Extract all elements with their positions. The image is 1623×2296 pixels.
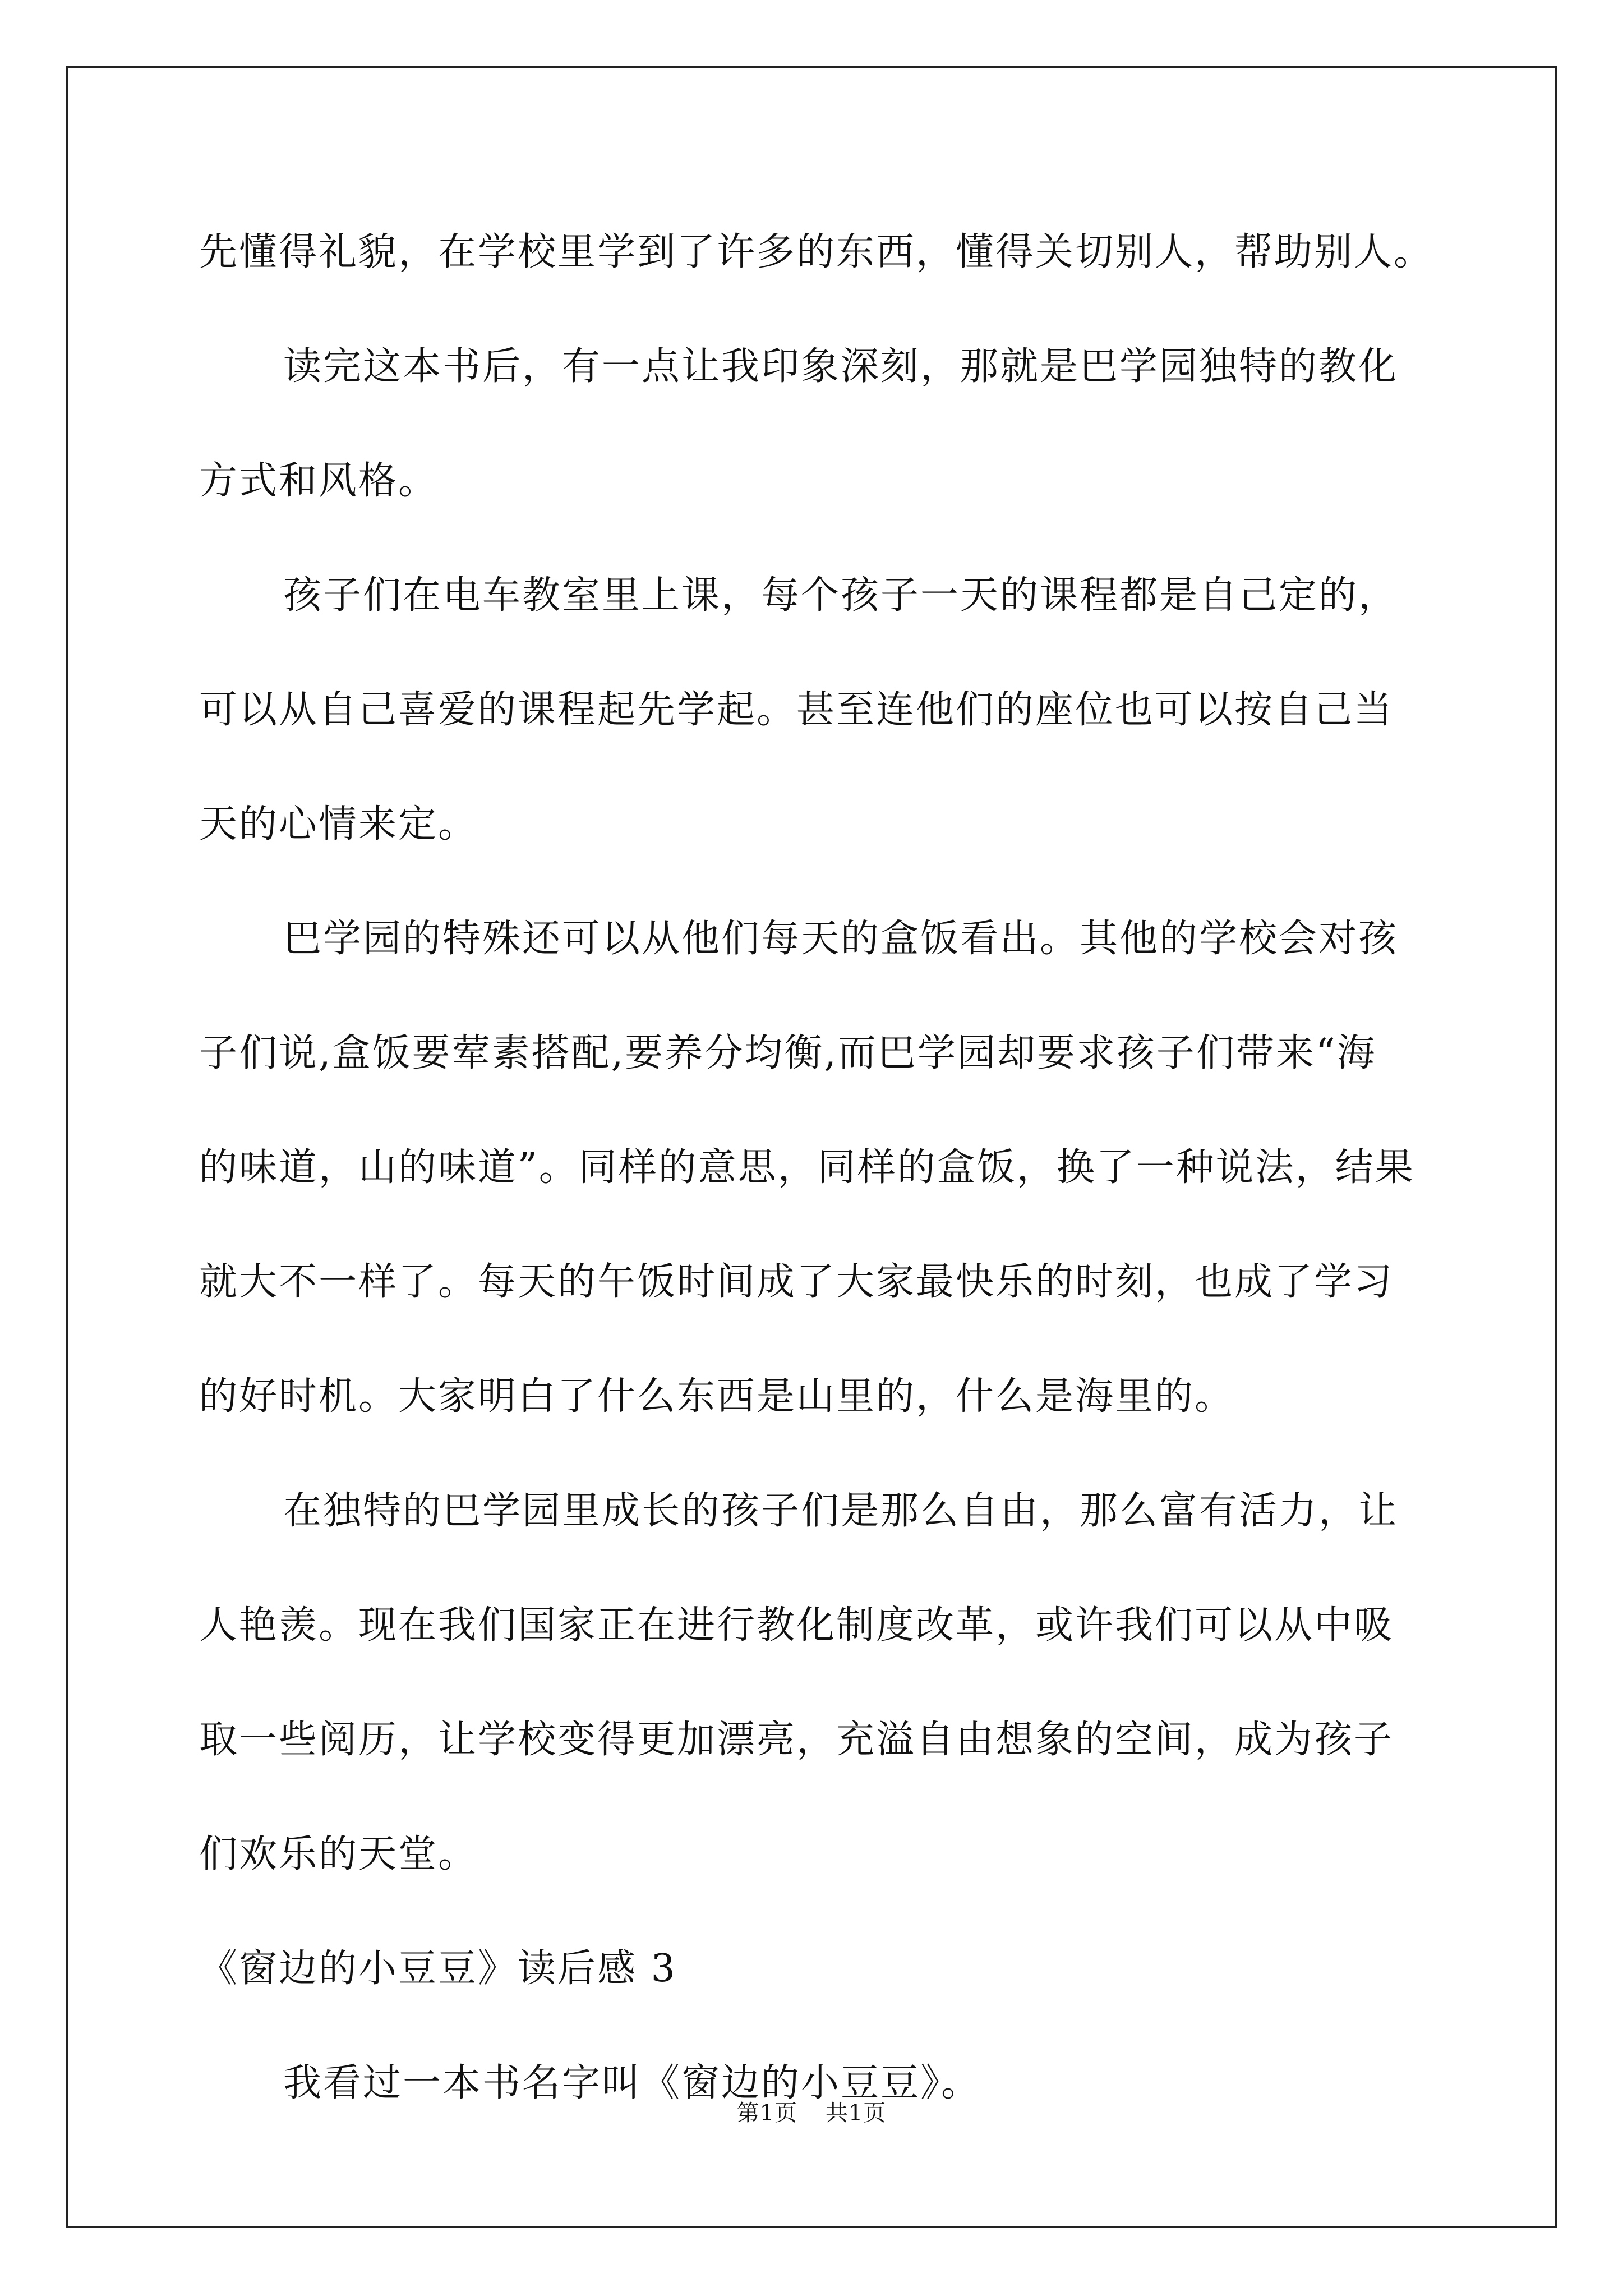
- page-total: 共1页: [825, 2100, 887, 2126]
- paragraph-line-1: 先懂得礼貌，在学校里学到了许多的东西，懂得关切别人，帮助别人。: [199, 230, 1434, 274]
- paragraph-line-15: 们欢乐的天堂。: [199, 1832, 478, 1876]
- document-body: [199, 208, 1434, 2153]
- paragraph-line-2: 读完这本书后，有一点让我印象深刻，那就是巴学园独特的教化: [283, 344, 1399, 389]
- paragraph-line-11: 的好时机。大家明白了什么东西是山里的，什么是海里的。: [199, 1374, 1235, 1419]
- paragraph-line-9: 的味道，山的味道”。同样的意思，同样的盒饭，换了一种说法，结果: [199, 1145, 1415, 1190]
- paragraph-line-8: 子们说,盒饭要荤素搭配,要养分均衡,而巴学园却要求孩子们带来“海: [199, 1031, 1377, 1075]
- paragraph-line-4: 孩子们在电车教室里上课，每个孩子一天的课程都是自己定的，: [283, 573, 1399, 618]
- paragraph-line-5: 可以从自己喜爱的课程起先学起。甚至连他们的座位也可以按自己当: [199, 688, 1394, 732]
- paragraph-line-12: 在独特的巴学园里成长的孩子们是那么自由，那么富有活力，让: [283, 1489, 1399, 1533]
- paragraph-line-10: 就大不一样了。每天的午饭时间成了大家最快乐的时刻，也成了学习: [199, 1260, 1394, 1304]
- paragraph-line-3: 方式和风格。: [199, 459, 439, 503]
- page-number: 第1页: [736, 2100, 798, 2126]
- paragraph-line-13: 人艳羡。现在我们国家正在进行教化制度改革，或许我们可以从中吸: [199, 1603, 1394, 1648]
- section-heading: 《窗边的小豆豆》读后感 3: [199, 1947, 677, 1991]
- paragraph-line-14: 取一些阅历，让学校变得更加漂亮，充溢自由想象的空间，成为孩子: [199, 1718, 1394, 1762]
- page-footer: [0, 2095, 1623, 2127]
- paragraph-line-6: 天的心情来定。: [199, 802, 478, 846]
- paragraph-line-17: 我看过一本书名字叫《窗边的小豆豆》。: [283, 2061, 981, 2105]
- paragraph-line-7: 巴学园的特殊还可以从他们每天的盒饭看出。其他的学校会对孩: [283, 917, 1399, 961]
